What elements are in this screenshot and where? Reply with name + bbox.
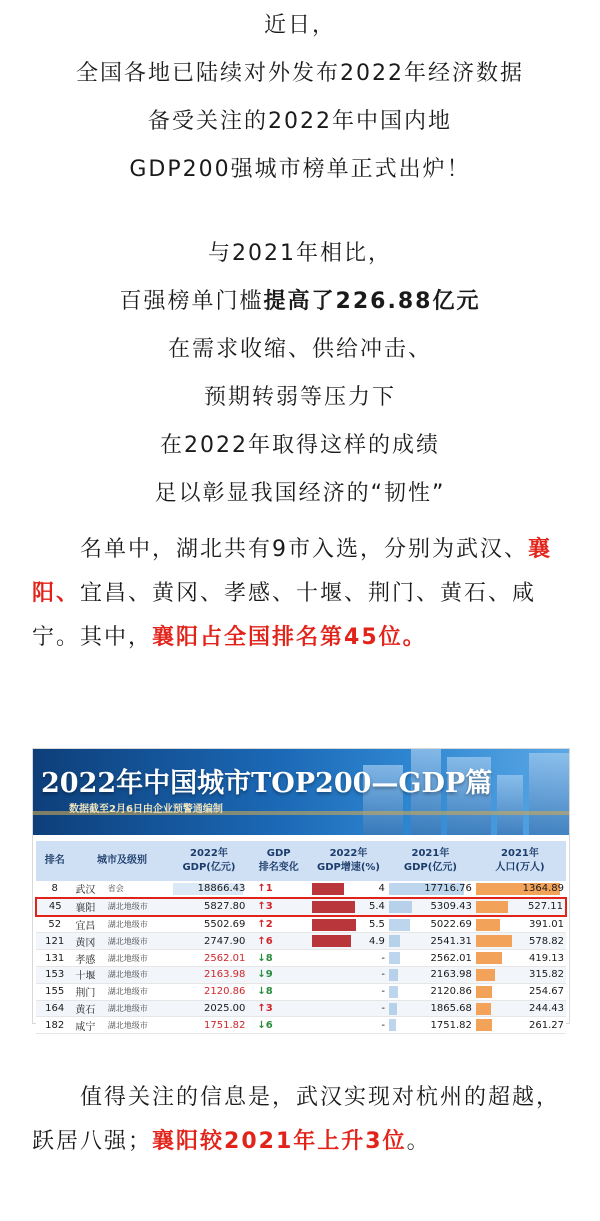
cell-city: 襄阳 xyxy=(73,898,105,916)
cell-city: 宜昌 xyxy=(73,916,105,933)
cell-city: 武汉 xyxy=(73,881,105,898)
cell-level: 湖北地级市 xyxy=(106,1000,171,1017)
gdp2021-bar xyxy=(389,952,400,964)
cell-city: 咸宁 xyxy=(73,1017,105,1034)
cell-gdp2021 xyxy=(387,881,474,898)
cell-growth xyxy=(310,966,387,983)
rank-change-value: 1 xyxy=(265,883,273,895)
cell-rank: 182 xyxy=(36,1017,73,1034)
growth-bar xyxy=(312,901,355,913)
growth-value: - xyxy=(381,1002,385,1014)
cell-rank-change xyxy=(247,898,310,916)
cell-population xyxy=(474,916,566,933)
arrow-up-icon: ↑ xyxy=(257,883,266,895)
cell-city: 孝感 xyxy=(73,950,105,967)
cell-gdp2021 xyxy=(387,966,474,983)
gdp2022-value: 1751.82 xyxy=(204,1019,246,1031)
cell-population xyxy=(474,950,566,967)
cell-growth xyxy=(310,933,387,950)
infographic-banner xyxy=(33,749,569,835)
cell-rank: 131 xyxy=(36,950,73,967)
gdp-table xyxy=(35,841,567,1034)
arrow-down-icon: ↓ xyxy=(257,952,266,964)
gdp2021-value: 1865.68 xyxy=(430,1002,472,1014)
building-graphic xyxy=(529,753,569,835)
mid-line: 在需求收缩、供给冲击、 xyxy=(167,337,432,362)
cell-gdp2022 xyxy=(171,966,248,983)
gdp2021-bar xyxy=(389,1019,396,1031)
cell-gdp2021 xyxy=(387,1000,474,1017)
intro-line: 近日， xyxy=(263,13,336,38)
gdp2021-bar xyxy=(389,969,398,981)
growth-bar xyxy=(312,883,344,895)
gdp2021-bar xyxy=(389,901,412,913)
cell-rank: 45 xyxy=(36,898,73,916)
population-value: 527.11 xyxy=(528,901,563,913)
population-bar xyxy=(476,901,508,913)
growth-value: - xyxy=(381,1019,385,1031)
growth-value: 4.9 xyxy=(369,935,385,947)
gdp2021-value: 2163.98 xyxy=(430,969,472,981)
population-value: 419.13 xyxy=(529,952,564,964)
population-value: 578.82 xyxy=(529,935,564,947)
gdp2022-value: 2025.00 xyxy=(204,1002,246,1014)
rank-change-value: 9 xyxy=(265,969,273,981)
cell-gdp2021 xyxy=(387,950,474,967)
table-header-row xyxy=(36,841,566,881)
cell-rank: 153 xyxy=(36,966,73,983)
table-row xyxy=(36,950,566,967)
gdp2021-bar xyxy=(389,919,410,931)
mid-line: 足以彰显我国经济的“韧性” xyxy=(154,481,446,506)
cell-population xyxy=(474,966,566,983)
population-value: 261.27 xyxy=(529,1019,564,1031)
para-text: 。 xyxy=(406,1129,431,1154)
cell-population xyxy=(474,1017,566,1034)
table-body xyxy=(36,881,566,1034)
table-row xyxy=(36,881,566,898)
cell-growth xyxy=(310,983,387,1000)
gdp2022-value: 2120.86 xyxy=(204,986,246,998)
gdp2021-bar xyxy=(389,986,398,998)
cell-level: 湖北地级市 xyxy=(106,916,171,933)
cell-growth xyxy=(310,1017,387,1034)
gdp2021-value: 1751.82 xyxy=(430,1019,472,1031)
rank-highlight: 襄阳占全国排名第45位。 xyxy=(152,625,427,650)
growth-value: - xyxy=(381,952,385,964)
growth-value: 5.4 xyxy=(369,901,385,913)
conclusion-paragraph xyxy=(32,1076,572,1164)
population-bar xyxy=(476,1003,491,1015)
cell-level: 湖北地级市 xyxy=(106,950,171,967)
cell-rank: 8 xyxy=(36,881,73,898)
cell-gdp2022 xyxy=(171,1000,248,1017)
cell-city: 黄石 xyxy=(73,1000,105,1017)
cell-gdp2021 xyxy=(387,1017,474,1034)
cell-growth xyxy=(310,916,387,933)
growth-value: 4 xyxy=(378,883,385,895)
table-row xyxy=(36,1000,566,1017)
table-row xyxy=(36,1017,566,1034)
cell-rank-change xyxy=(247,933,310,950)
xiangyang-highlight: 襄阳、 xyxy=(32,537,553,606)
cell-gdp2021 xyxy=(387,983,474,1000)
cell-level: 湖北地级市 xyxy=(106,898,171,916)
rank-change-value: 8 xyxy=(265,986,273,998)
cell-population xyxy=(474,983,566,1000)
gdp2021-value: 5022.69 xyxy=(430,918,472,930)
cell-rank-change xyxy=(247,916,310,933)
hubei-paragraph xyxy=(32,528,572,660)
cell-rank: 155 xyxy=(36,983,73,1000)
cell-growth xyxy=(310,881,387,898)
table-row xyxy=(36,983,566,1000)
rank-change-value: 2 xyxy=(265,918,273,930)
arrow-up-icon: ↑ xyxy=(257,918,266,930)
cell-gdp2021 xyxy=(387,898,474,916)
para-text: 值得关注的信息是，武汉实现对杭州的超越，跃居八强； xyxy=(32,1085,561,1154)
cell-gdp2021 xyxy=(387,916,474,933)
cell-rank-change xyxy=(247,966,310,983)
mid-line: 预期转弱等压力下 xyxy=(203,385,396,410)
cell-rank-change xyxy=(247,950,310,967)
rank-rise-highlight: 襄阳较2021年上升3位 xyxy=(152,1129,407,1154)
cell-gdp2022 xyxy=(171,916,248,933)
gdp2022-value: 2562.01 xyxy=(204,952,246,964)
cell-gdp2022 xyxy=(171,881,248,898)
population-value: 254.67 xyxy=(529,986,564,998)
population-bar xyxy=(476,969,495,981)
arrow-down-icon: ↓ xyxy=(257,986,266,998)
infographic-subtitle: 数据截至2月6日由企业预警通编制 xyxy=(69,804,223,815)
gdp2022-value: 5827.80 xyxy=(204,901,246,913)
cell-rank-change xyxy=(247,1017,310,1034)
mid-block xyxy=(0,230,600,518)
table-row xyxy=(36,966,566,983)
arrow-up-icon: ↑ xyxy=(257,901,266,913)
growth-value: 5.5 xyxy=(369,918,385,930)
cell-rank: 164 xyxy=(36,1000,73,1017)
para-text: 名单中，湖北共有9市入选，分别为武汉、 xyxy=(80,537,528,562)
intro-line: 备受关注的2022年中国内地 xyxy=(148,109,452,134)
gdp2021-bar xyxy=(389,1003,397,1015)
header-population: 2021年 人口(万人) xyxy=(474,841,566,881)
gdp2021-value: 5309.43 xyxy=(430,901,472,913)
table-row xyxy=(36,898,566,916)
header-gdp2021: 2021年 GDP(亿元) xyxy=(387,841,474,881)
growth-bar xyxy=(312,919,356,931)
gdp-infographic xyxy=(32,748,570,1033)
gdp2022-value: 5502.69 xyxy=(204,918,246,930)
cell-gdp2022 xyxy=(171,950,248,967)
population-bar xyxy=(476,986,492,998)
cell-rank: 52 xyxy=(36,916,73,933)
population-value: 1364.89 xyxy=(522,883,564,895)
infographic-title: 2022年中国城市TOP200—GDP篇 xyxy=(41,768,493,799)
mid-line2-prefix: 百强榜单门槛 xyxy=(119,289,264,314)
table-row xyxy=(36,933,566,950)
gdp2021-value: 2120.86 xyxy=(430,986,472,998)
cell-rank-change xyxy=(247,983,310,1000)
header-gdp2022: 2022年 GDP(亿元) xyxy=(171,841,248,881)
cell-level: 湖北地级市 xyxy=(106,983,171,1000)
cell-growth xyxy=(310,950,387,967)
para-text: 宜昌、黄冈、孝感、十堰、荆门、黄石、咸宁。其中， xyxy=(32,581,537,650)
gdp2022-value: 2163.98 xyxy=(204,969,246,981)
population-bar xyxy=(476,935,512,947)
cell-population xyxy=(474,1000,566,1017)
mid-line xyxy=(0,278,600,326)
gdp2021-bar xyxy=(389,935,400,947)
growth-value: - xyxy=(381,969,385,981)
cell-gdp2022 xyxy=(171,933,248,950)
rank-change-value: 6 xyxy=(265,1019,273,1031)
intro-line: 全国各地已陆续对外发布2022年经济数据 xyxy=(76,61,524,86)
arrow-up-icon: ↑ xyxy=(257,935,266,947)
header-growth: 2022年 GDP增速(%) xyxy=(310,841,387,881)
growth-value: - xyxy=(381,986,385,998)
arrow-up-icon: ↑ xyxy=(257,1002,266,1014)
cell-city: 荆门 xyxy=(73,983,105,1000)
cell-level: 湖北地级市 xyxy=(106,966,171,983)
cell-level: 省会 xyxy=(106,881,171,898)
population-value: 244.43 xyxy=(529,1002,564,1014)
gdp2021-value: 2562.01 xyxy=(430,952,472,964)
cell-growth xyxy=(310,898,387,916)
population-value: 315.82 xyxy=(529,969,564,981)
cell-city: 十堰 xyxy=(73,966,105,983)
gdp2021-value: 17716.76 xyxy=(424,883,472,895)
cell-growth xyxy=(310,1000,387,1017)
rank-change-value: 3 xyxy=(265,901,273,913)
rank-change-value: 8 xyxy=(265,952,273,964)
arrow-down-icon: ↓ xyxy=(257,969,266,981)
cell-population xyxy=(474,933,566,950)
population-value: 391.01 xyxy=(529,918,564,930)
gdp2022-value: 18866.43 xyxy=(197,883,246,895)
gdp2021-value: 2541.31 xyxy=(430,935,472,947)
header-city: 城市及级别 xyxy=(73,841,170,881)
mid-line: 与2021年相比， xyxy=(208,241,392,266)
cell-gdp2022 xyxy=(171,1017,248,1034)
cell-gdp2022 xyxy=(171,898,248,916)
population-bar xyxy=(476,1019,492,1031)
intro-line: GDP200强城市榜单正式出炉！ xyxy=(129,157,471,182)
population-bar xyxy=(476,952,502,964)
rank-change-value: 3 xyxy=(265,1002,273,1014)
growth-bar xyxy=(312,935,351,947)
cell-population xyxy=(474,898,566,916)
population-bar xyxy=(476,919,500,931)
mid-line: 在2022年取得这样的成绩 xyxy=(160,433,440,458)
cell-population xyxy=(474,881,566,898)
cell-rank-change xyxy=(247,1000,310,1017)
cell-level: 湖北地级市 xyxy=(106,933,171,950)
gdp2022-value: 2747.90 xyxy=(204,935,246,947)
cell-rank: 121 xyxy=(36,933,73,950)
building-graphic xyxy=(497,775,523,835)
header-rank: 排名 xyxy=(36,841,73,881)
intro-block xyxy=(0,2,600,194)
cell-rank-change xyxy=(247,881,310,898)
threshold-highlight: 提高了226.88亿元 xyxy=(263,289,481,314)
table-row xyxy=(36,916,566,933)
rank-change-value: 6 xyxy=(265,935,273,947)
cell-gdp2022 xyxy=(171,983,248,1000)
header-change: GDP 排名变化 xyxy=(247,841,310,881)
cell-gdp2021 xyxy=(387,933,474,950)
cell-city: 黄冈 xyxy=(73,933,105,950)
cell-level: 湖北地级市 xyxy=(106,1017,171,1034)
arrow-down-icon: ↓ xyxy=(257,1019,266,1031)
